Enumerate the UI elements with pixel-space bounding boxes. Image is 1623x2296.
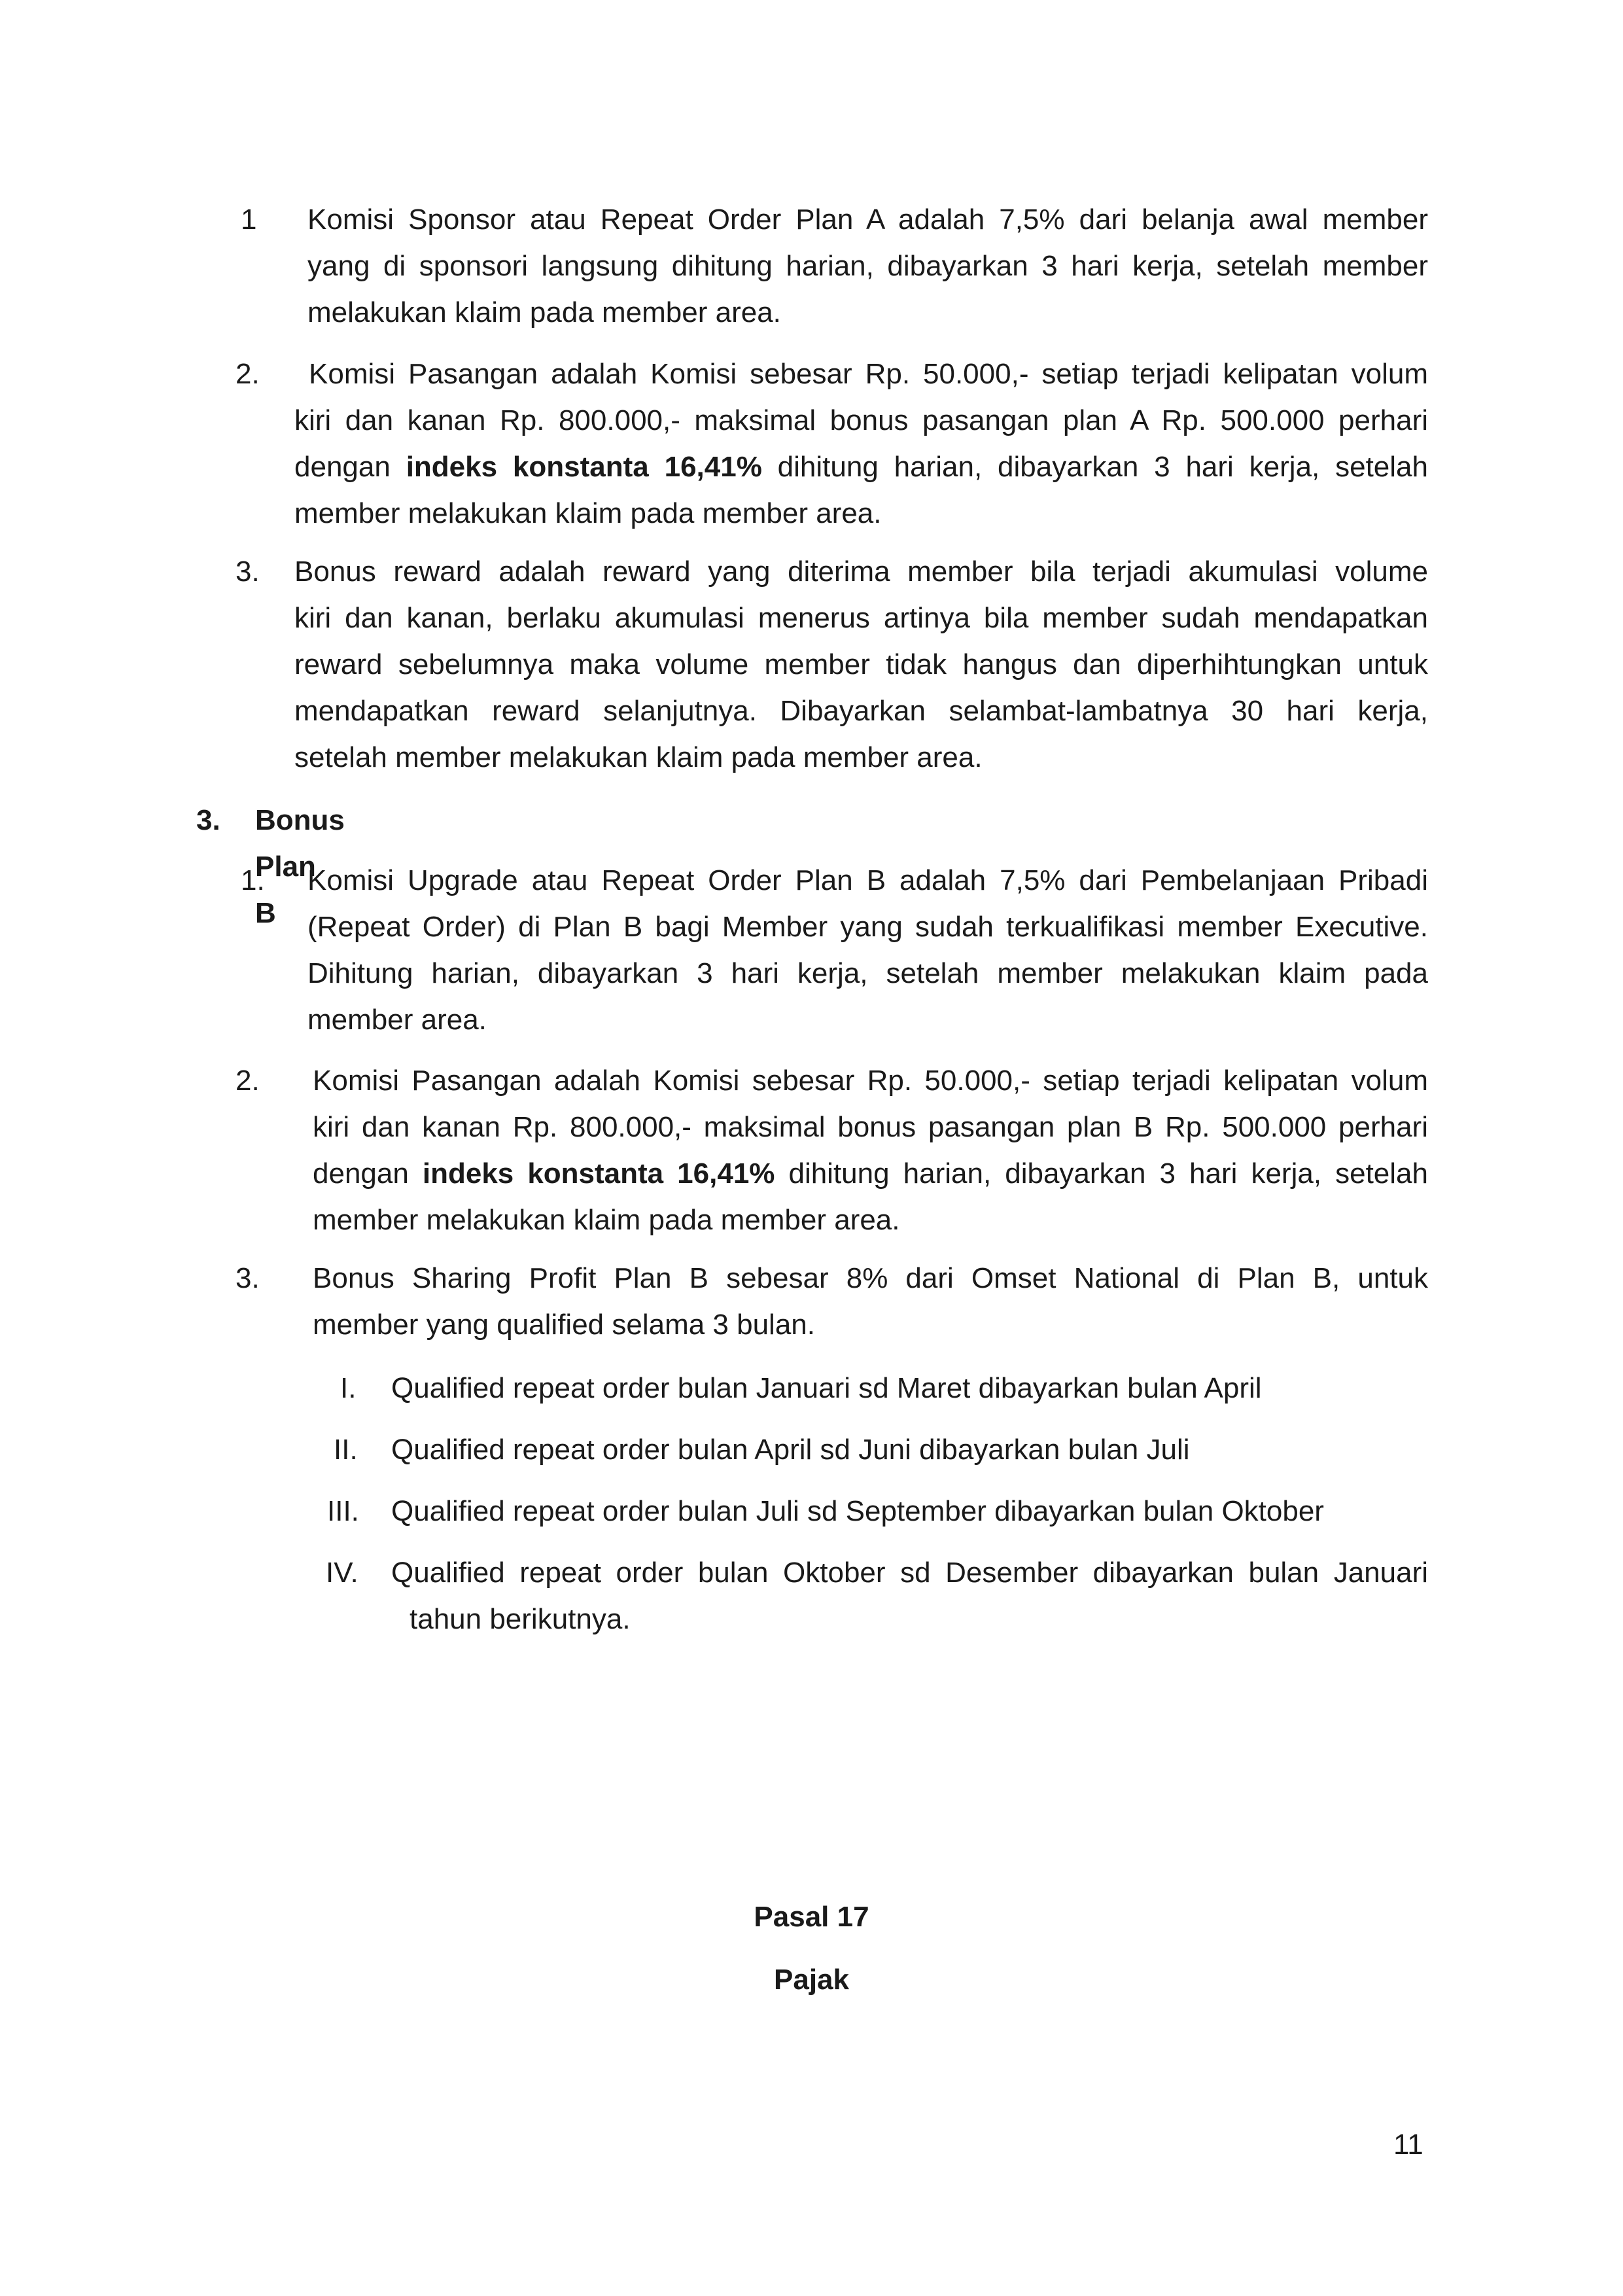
roman-number: II. [334,1434,358,1466]
list-item-text: Komisi Pasangan adalah Komisi sebesar Rp. 50.000,- setiap terjadi kelipatan volum kiri dan kanan Rp. 800.000,- maksimal bonus pasangan plan A Rp. 500.000 perhari dengan indeks konstanta 16,41% dihitung harian, dibayarkan 3 hari kerja, setelah member melakukan klaim pada member area. [294,358,1428,529]
roman-number: IV. [326,1557,358,1589]
roman-number: III. [327,1495,359,1527]
list-item-text: Komisi Upgrade atau Repeat Order Plan B adalah 7,5% dari Pembelanjaan Pribadi (Repeat Order) di Plan B bagi Member yang sudah terkualifikasi member Executive. Dihitung harian, dibayarkan 3 hari kerja, setelah member melakukan klaim pada member area. [307,864,1428,1036]
list-number: 3. [236,556,260,588]
bold-index-konstanta: indeks konstanta 16,41% [422,1157,775,1190]
section-heading-title: Bonus Plan B [255,804,345,929]
roman-number: I. [340,1372,357,1404]
list-number: 2. [236,1065,260,1097]
list-number: 1 [241,203,257,236]
pasal-number: Pasal 17 [754,1901,869,1933]
sub-item-text: Qualified repeat order bulan Oktober sd Desember dibayarkan bulan Januari tahun berikutnya. [391,1557,1428,1635]
list-number: 2. [236,358,260,390]
list-item-text: Bonus Sharing Profit Plan B sebesar 8% dari Omset National di Plan B, untuk member yang qualified selama 3 bulan. [313,1262,1428,1341]
list-number: 3. [236,1262,260,1294]
sub-item-text: Qualified repeat order bulan Januari sd Maret dibayarkan bulan April [391,1372,1262,1404]
list-number: 1. [241,864,265,896]
section-heading-number: 3. [196,804,220,836]
list-item-text: Komisi Pasangan adalah Komisi sebesar Rp. 50.000,- setiap terjadi kelipatan volum kiri dan kanan Rp. 800.000,- maksimal bonus pasangan plan B Rp. 500.000 perhari dengan indeks konstanta 16,41% dihitung harian, dibayarkan 3 hari kerja, setelah member melakukan klaim pada member area. [313,1065,1428,1236]
pasal-title: Pajak [774,1964,849,1996]
list-item-text: Komisi Sponsor atau Repeat Order Plan A adalah 7,5% dari belanja awal member yang di sponsori langsung dihitung harian, dibayarkan 3 hari kerja, setelah member melakukan klaim pada member area. [307,203,1428,328]
sub-item-text: Qualified repeat order bulan Juli sd September dibayarkan bulan Oktober [391,1495,1324,1527]
bold-index-konstanta: indeks konstanta 16,41% [406,451,762,483]
list-item-text: Bonus reward adalah reward yang diterima member bila terjadi akumulasi volume kiri dan kanan, berlaku akumulasi menerus artinya bila member sudah mendapatkan reward sebelumnya maka volume member tidak hangus dan diperhihtungkan untuk mendapatkan reward selanjutnya. Dibayarkan selambat-lambatnya 30 hari kerja, setelah member melakukan klaim pada member area. [294,556,1428,773]
sub-item-text: Qualified repeat order bulan April sd Juni dibayarkan bulan Juli [391,1434,1190,1466]
page-number: 11 [1393,2128,1423,2161]
